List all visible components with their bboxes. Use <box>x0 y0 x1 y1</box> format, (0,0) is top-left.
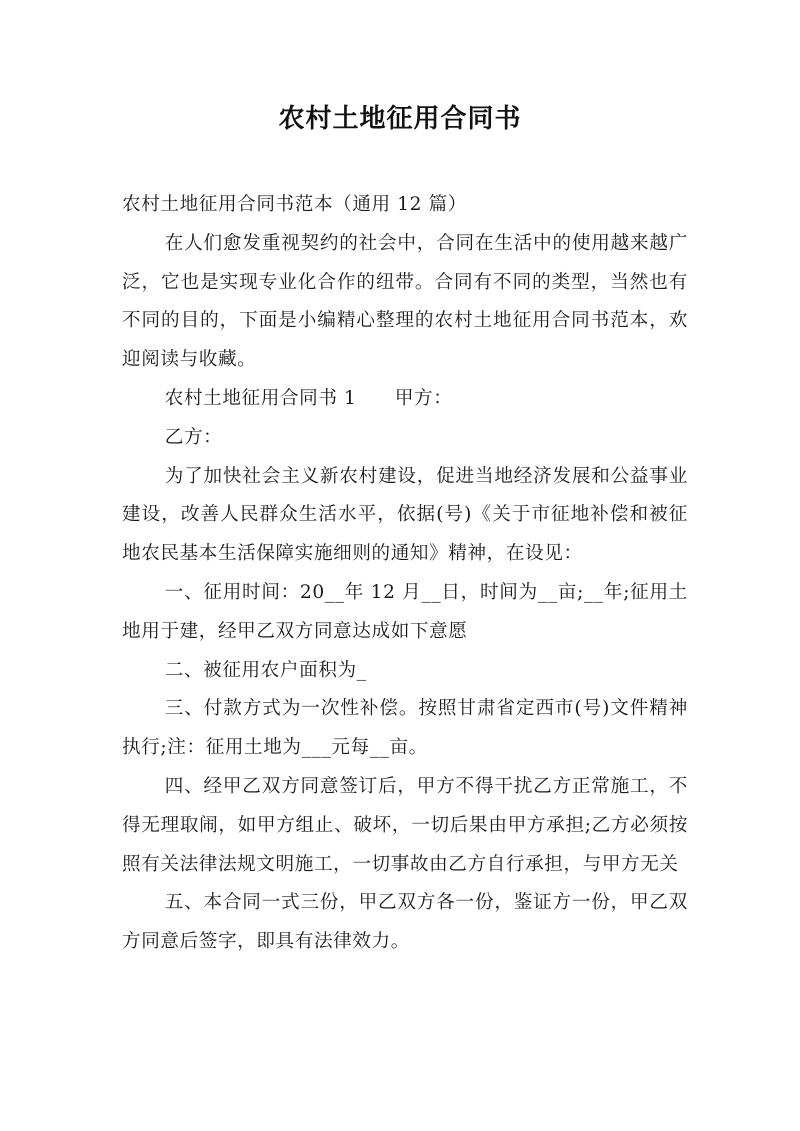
paragraph-purpose: 为了加快社会主义新农村建设，促进当地经济发展和公益事业建设，改善人民群众生活水平，依据(号)《关于市征地补偿和被征地农民基本生活保障实施细则的通知》精神，在设见： <box>122 465 688 565</box>
clause-4: 四、经甲乙双方同意签订后，甲方不得干扰乙方正常施工，不得无理取闹，如甲方组止、破坏，一切后果由甲方承担;乙方必须按照有关法律法规文明施工，一切事故由乙方自行承担，与甲方无关 <box>122 775 688 875</box>
clause-1: 一、征用时间：20__年 12 月__日，时间为__亩;__年;征用土地用于建，经甲乙双方同意达成如下意愿 <box>122 581 688 642</box>
paragraph-intro: 在人们愈发重视契约的社会中，合同在生活中的使用越来越广泛，它也是实现专业化合作的纽带。合同有不同的类型，当然也有不同的目的，下面是小编精心整理的农村土地征用合同书范本，欢迎阅读与收藏。 <box>122 232 688 371</box>
paragraph-contract-heading: 农村土地征用合同书 1 甲方： <box>164 387 453 409</box>
clause-3: 三、付款方式为一次性补偿。按照甘肃省定西市(号)文件精神执行;注：征用土地为___元每__亩。 <box>122 698 688 759</box>
paragraph-party-b: 乙方： <box>164 426 223 448</box>
clause-5: 五、本合同一式三份，甲乙双方各一份，鉴证方一份，甲乙双方同意后签字，即具有法律效力。 <box>122 892 688 953</box>
document-title: 农村土地征用合同书 <box>278 104 522 134</box>
clause-2: 二、被征用农户面积为_ <box>164 659 367 681</box>
document-subtitle: 农村土地征用合同书范本（通用 12 篇） <box>122 194 467 215</box>
document-body <box>122 186 688 962</box>
